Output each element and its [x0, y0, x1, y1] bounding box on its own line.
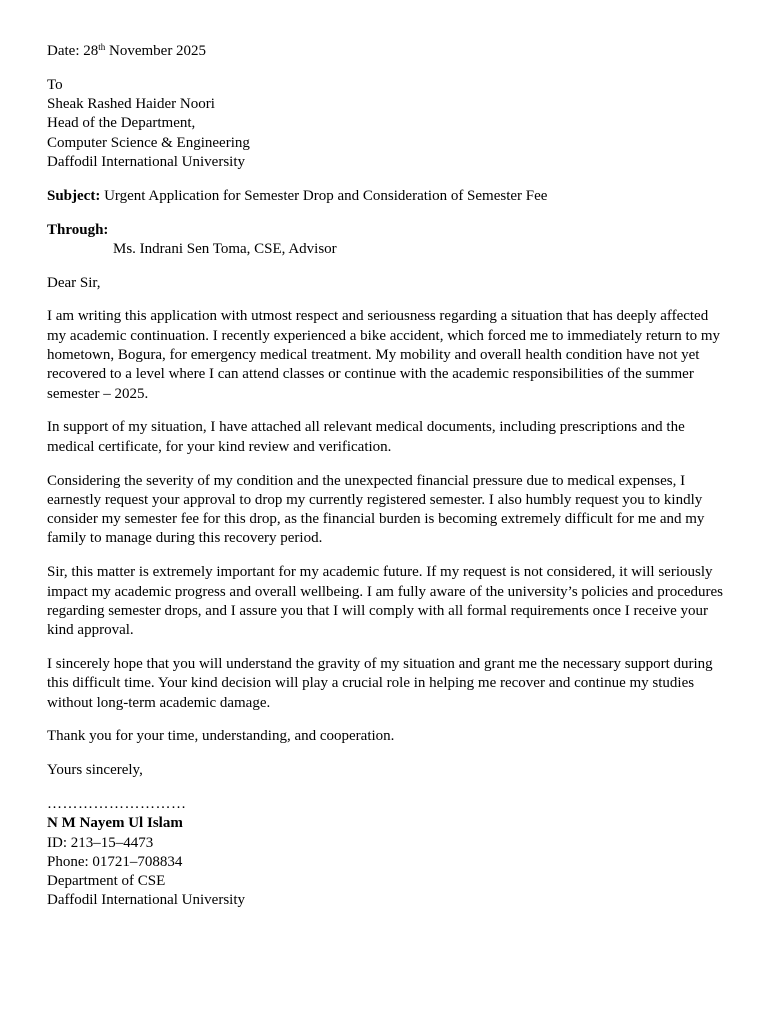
subject-label: Subject: — [47, 187, 101, 204]
salutation: Dear Sir, — [47, 274, 101, 291]
body-paragraph-4 — [47, 563, 727, 640]
date-label: Date: — [47, 43, 80, 59]
date-ordinal-suffix: th — [98, 42, 106, 52]
body-paragraph-1 — [47, 307, 727, 403]
body-paragraph-3 — [47, 472, 727, 549]
through-label: Through: — [47, 221, 109, 238]
body-paragraph-6 — [47, 727, 727, 746]
body-paragraph-text: Considering the severity of my condition and the unexpected financial pressure due to medical expenses, I earnestly request your approval to drop my currently registered semester. I also humbly request you to kindly consider my semester fee for this drop, as the financial burden is becoming extremely difficult for me and my family to manage during this recovery period. — [47, 472, 705, 547]
date-day: 28 — [83, 43, 99, 59]
through-person: Ms. Indrani Sen Toma, CSE, Advisor — [113, 240, 337, 257]
body-paragraph-text: Thank you for your time, understanding, and cooperation. — [47, 728, 395, 745]
sender-phone: Phone: 01721–708834 — [47, 853, 183, 870]
signature-line: ……………………… — [47, 795, 187, 812]
recipient-block — [47, 76, 727, 172]
recipient-to: To — [47, 76, 63, 93]
body-paragraph-text: Sir, this matter is extremely important for my academic future. If my request is not considered, it will seriously impact my academic progress and overall wellbeing. I am fully aware of the university’s policies and procedures regarding semester drops, and I assure you that I will comply with all formal requirements once I receive your kind approval. — [47, 564, 724, 639]
letter-page — [47, 42, 727, 911]
date-month-year: November 2025 — [109, 43, 207, 59]
through-block — [47, 221, 727, 260]
subject-line — [47, 187, 727, 206]
recipient-department: Computer Science & Engineering — [47, 134, 250, 151]
body-paragraph-5 — [47, 655, 727, 713]
body-paragraph-2 — [47, 418, 727, 457]
recipient-title: Head of the Department, — [47, 115, 196, 132]
closing: Yours sincerely, — [47, 762, 143, 779]
sender-department: Department of CSE — [47, 873, 166, 890]
recipient-university: Daffodil International University — [47, 153, 246, 170]
sender-university: Daffodil International University — [47, 892, 246, 909]
recipient-name: Sheak Rashed Haider Noori — [47, 96, 215, 113]
signature-block — [47, 795, 727, 911]
date-line — [47, 42, 727, 61]
body-paragraph-text: I sincerely hope that you will understand the gravity of my situation and grant me the necessary support during this difficult time. Your kind decision will play a crucial role in helping me recover and continue my studies without long-term academic damage. — [47, 655, 713, 711]
subject-text: Urgent Application for Semester Drop and Consideration of Semester Fee — [104, 187, 548, 204]
sender-id: ID: 213–15–4473 — [47, 834, 154, 851]
body-paragraph-text: In support of my situation, I have attached all relevant medical documents, including prescriptions and the medical certificate, for your kind review and verification. — [47, 419, 685, 455]
body-paragraph-text: I am writing this application with utmost respect and seriousness regarding a situation that has deeply affected my academic continuation. I recently experienced a bike accident, which forced me to immediately return to my hometown, Bogura, for emergency medical treatment. My mobility and overall health condition have not yet recovered to a level where I can attend classes or continue with the academic responsibilities of the summer semester – 2025. — [47, 308, 721, 402]
sender-name: N M Nayem Ul Islam — [47, 815, 183, 832]
